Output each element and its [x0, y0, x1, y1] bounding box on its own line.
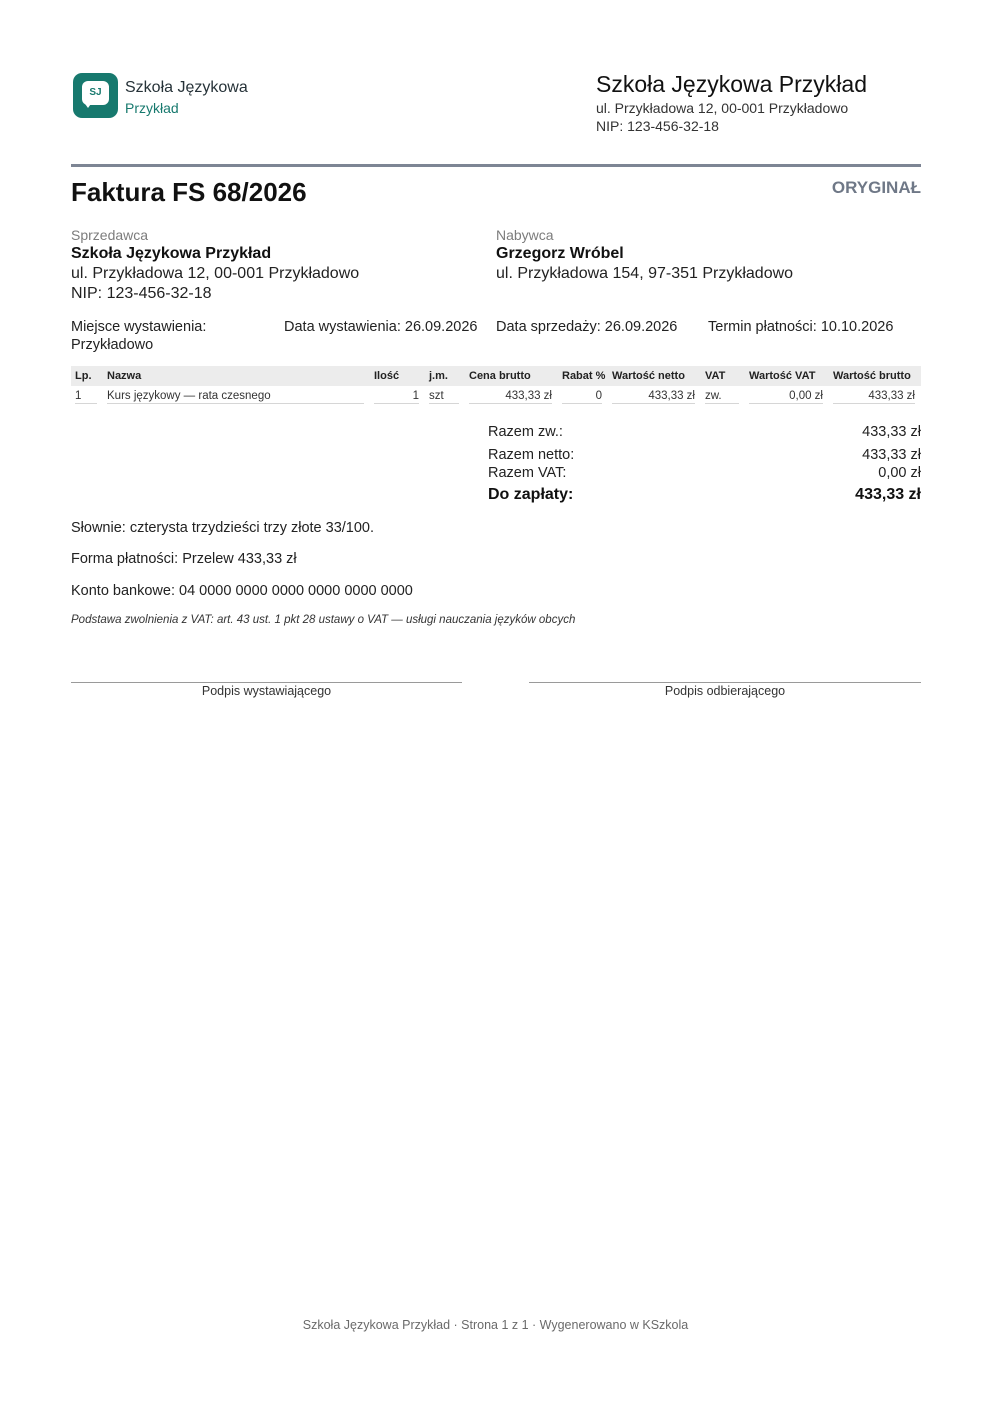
cell-net-value: 433,33 zł — [612, 390, 695, 404]
issuer-signature-label: Podpis wystawiającego — [201, 684, 332, 698]
sale-date: Data sprzedaży: 26.09.2026 — [496, 319, 678, 335]
amount-in-words: Słownie: czterysta trzydzieści trzy złote 33/100. — [71, 520, 375, 536]
payment-method: Forma płatności: Przelew 433,33 zł — [71, 551, 297, 567]
col-header-vat: VAT — [701, 366, 745, 386]
total-exempt-label: Razem zw.: — [488, 424, 563, 440]
seller-name: Szkoła Językowa Przykład — [71, 245, 272, 262]
header-divider — [71, 164, 921, 167]
items-table — [71, 366, 921, 408]
header-company-address: ul. Przykładowa 12, 00-001 Przykładowo — [596, 100, 849, 116]
col-header-net-value: Wartość netto — [608, 366, 701, 386]
issue-place-label: Miejsce wystawienia: — [71, 319, 207, 335]
table-row — [71, 386, 921, 408]
logo-name: Szkoła Językowa — [125, 79, 248, 96]
buyer-label: Nabywca — [496, 227, 554, 243]
col-header-lp: Lp. — [71, 366, 103, 386]
receiver-signature-line — [529, 682, 921, 683]
col-header-vat-value: Wartość VAT — [745, 366, 829, 386]
total-exempt-value: 433,33 zł — [862, 424, 921, 440]
amount-due-label: Do zapłaty: — [488, 486, 574, 503]
bank-account: Konto bankowe: 04 0000 0000 0000 0000 0000 0000 — [71, 583, 413, 599]
cell-vat-value: 0,00 zł — [749, 390, 823, 404]
col-header-qty: Ilość — [370, 366, 425, 386]
seller-label: Sprzedawca — [71, 227, 149, 243]
issue-place-value: Przykładowo — [71, 337, 154, 353]
col-header-name: Nazwa — [103, 366, 370, 386]
logo-initials: SJ — [82, 81, 109, 105]
header-company-name: Szkoła Językowa Przykład — [596, 71, 867, 97]
table-header-row — [71, 366, 921, 386]
receiver-signature-label: Podpis odbierającego — [664, 684, 786, 698]
total-net-label: Razem netto: — [488, 447, 575, 463]
copy-label: ORYGINAŁ — [831, 178, 921, 197]
logo-subtitle: Przykład — [125, 100, 179, 116]
cell-vat: zw. — [705, 390, 739, 404]
buyer-name: Grzegorz Wróbel — [496, 245, 624, 262]
cell-lp: 1 — [75, 390, 97, 404]
seller-address: ul. Przykładowa 12, 00-001 Przykładowo — [71, 265, 360, 282]
cell-gross-price: 433,33 zł — [469, 390, 552, 404]
col-header-gross-price: Cena brutto — [465, 366, 558, 386]
header-company-nip: NIP: 123-456-32-18 — [596, 118, 719, 134]
cell-gross-value: 433,33 zł — [833, 390, 915, 404]
cell-discount: 0 — [562, 390, 602, 404]
invoice-title: Faktura FS 68/2026 — [71, 177, 307, 207]
amount-due-value: 433,33 zł — [855, 486, 921, 503]
total-vat-label: Razem VAT: — [488, 465, 567, 481]
col-header-unit: j.m. — [425, 366, 465, 386]
issue-date: Data wystawienia: 26.09.2026 — [284, 319, 478, 335]
total-net-value: 433,33 zł — [862, 447, 921, 463]
due-date: Termin płatności: 10.10.2026 — [708, 319, 894, 335]
cell-qty: 1 — [374, 390, 419, 404]
page-footer: Szkoła Językowa Przykład · Strona 1 z 1 · Wygenerowano w KSzkola — [302, 1318, 689, 1332]
logo-bubble-tail — [83, 101, 93, 108]
logo-icon — [73, 73, 118, 118]
col-header-discount: Rabat % — [558, 366, 608, 386]
vat-exemption-note: Podstawa zwolnienia z VAT: art. 43 ust. 1 pkt 28 ustawy o VAT — usługi nauczania języków obcych — [71, 614, 576, 626]
buyer-address: ul. Przykładowa 154, 97-351 Przykładowo — [496, 265, 794, 282]
cell-unit: szt — [429, 390, 459, 404]
cell-name: Kurs językowy — rata czesnego — [107, 390, 364, 404]
col-header-gross-value: Wartość brutto — [829, 366, 921, 386]
total-vat-value: 0,00 zł — [878, 465, 921, 481]
seller-nip: NIP: 123-456-32-18 — [71, 285, 212, 302]
issuer-signature-line — [71, 682, 462, 683]
